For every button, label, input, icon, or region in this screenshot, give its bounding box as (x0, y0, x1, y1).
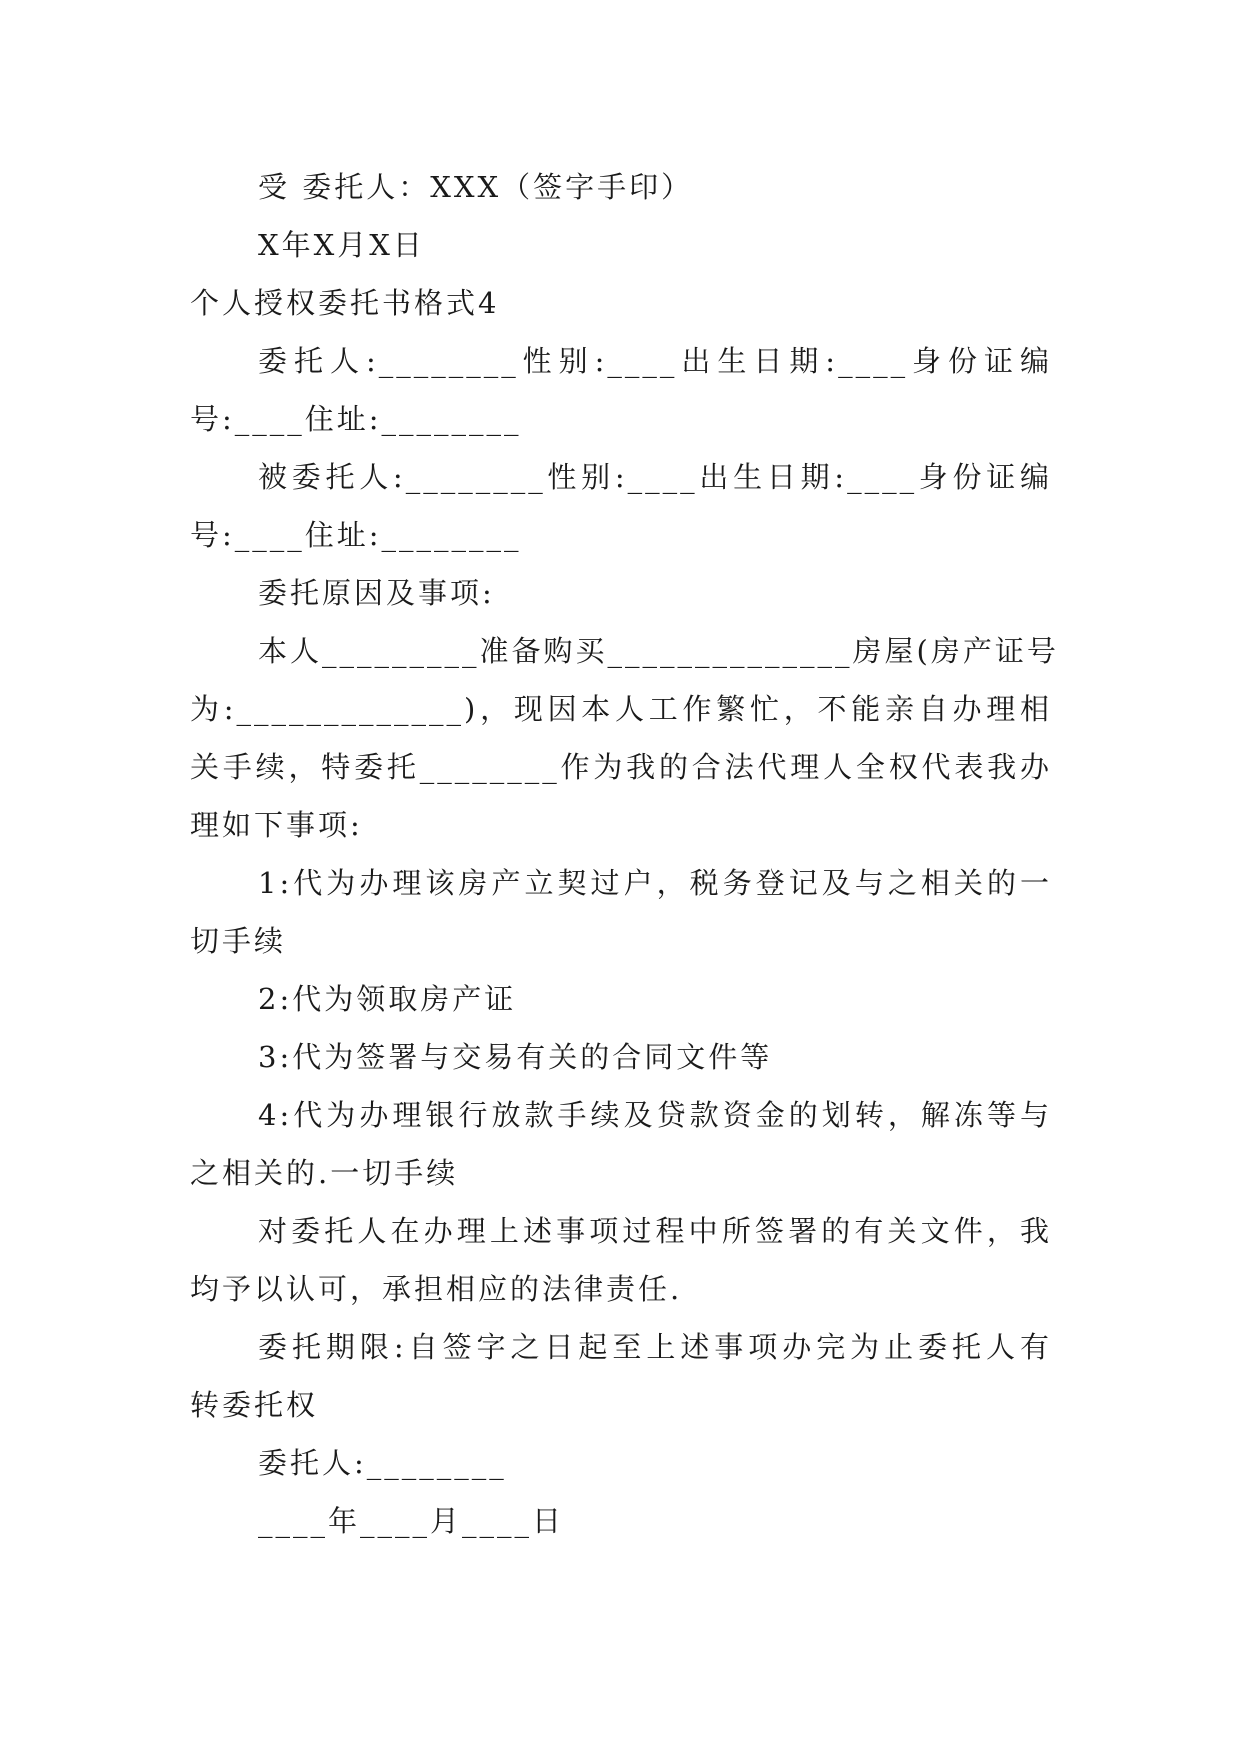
date-field: ____年____月____日 (258, 1504, 565, 1538)
acknowledgement-continued: 均予以认可，承担相应的法律责任. (190, 1272, 683, 1306)
agent-info-continued: 号:____住址:________ (190, 518, 522, 552)
reason-paragraph-line: 关手续，特委托________作为我的合法代理人全权代表我办 (190, 750, 1052, 784)
section-title: 个人授权委托书格式4 (190, 286, 500, 320)
item-4-continued: 之相关的.一切手续 (190, 1156, 459, 1190)
reason-paragraph-line: 理如下事项: (190, 808, 363, 842)
acknowledgement-line: 对委托人在办理上述事项过程中所签署的有关文件，我 (258, 1214, 1052, 1248)
reason-heading: 委托原因及事项: (258, 576, 495, 610)
document-page (190, 158, 1059, 1550)
agent-info-line: 被委托人:________性别:____出生日期:____身份证编 (258, 460, 1052, 494)
term-continued: 转委托权 (190, 1388, 319, 1422)
reason-paragraph-line: 为:_____________)，现因本人工作繁忙，不能亲自办理相 (190, 692, 1052, 726)
principal-info-continued: 号:____住址:________ (190, 402, 522, 436)
item-4-line: 4:代为办理银行放款手续及贷款资金的划转，解冻等与 (258, 1098, 1052, 1132)
principal-signature-field: 委托人:________ (258, 1446, 507, 1480)
principal-signature-line: 受 委托人：XXX（签字手印） (258, 170, 694, 204)
signature-date-line: X年X月X日 (258, 228, 425, 262)
term-line: 委托期限:自签字之日起至上述事项办完为止委托人有 (258, 1330, 1052, 1364)
principal-info-line: 委托人:________性别:____出生日期:____身份证编 (258, 344, 1052, 378)
item-1-continued: 切手续 (190, 924, 287, 958)
item-3-line: 3:代为签署与交易有关的合同文件等 (258, 1040, 773, 1074)
item-2-line: 2:代为领取房产证 (258, 982, 517, 1016)
item-1-line: 1:代为办理该房产立契过户，税务登记及与之相关的一 (258, 866, 1052, 900)
reason-paragraph-line: 本人_________准备购买______________房屋(房产证号 (258, 634, 1059, 668)
